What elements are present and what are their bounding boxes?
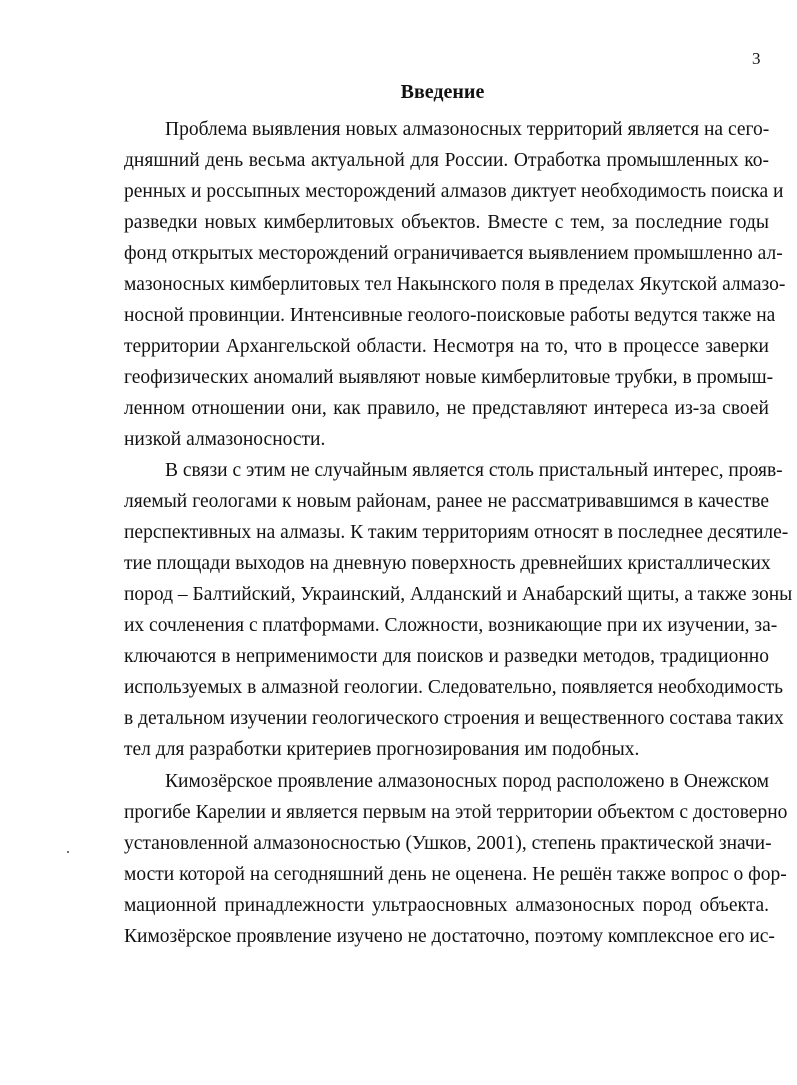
text-line: носной провинции. Интенсивные геолого-поисковые работы ведутся также на (124, 305, 776, 326)
text-line: ренных и россыпных месторождений алмазов диктует необходимость поиска и (124, 181, 784, 202)
text-line: фонд открытых месторождений ограничивается выявлением промышленно ал- (124, 243, 783, 264)
text-line: низкой алмазоносности. (124, 429, 326, 450)
text-line: мазоносных кимберлитовых тел Накынского поля в пределах Якутской алмазо- (124, 274, 786, 295)
text-line: разведки новых кимберлитовых объектов. Вместе с тем, за последние годы (124, 212, 769, 233)
text-line: дняшний день весьма актуальной для России. Отработка промышленных ко- (124, 150, 769, 171)
text-line: мости которой на сегодняшний день не оценена. Не решён также вопрос о фор- (124, 864, 787, 885)
text-line: тел для разработки критериев прогнозирования им подобных. (124, 739, 640, 760)
text-line: используемых в алмазной геологии. Следовательно, появляется необходимость (124, 677, 784, 698)
text-line: пород – Балтийский, Украинский, Алданский и Анабарский щиты, а также зоны (124, 584, 793, 605)
text-line: мационной принадлежности ультраосновных алмазоносных пород объекта. (124, 895, 769, 916)
text-line: геофизических аномалий выявляют новые кимберлитовые трубки, в промыш- (124, 367, 774, 388)
text-line: Проблема выявления новых алмазоносных территорий является на сего- (165, 119, 770, 140)
text-line: ляемый геологами к новым районам, ранее не рассматривавшимся в качестве (124, 491, 769, 512)
text-line: перспективных на алмазы. К таким территориям относят в последнее десятиле- (124, 522, 789, 543)
text-line: прогибе Карелии и является первым на этой территории объектом с достоверно (124, 802, 788, 823)
scan-speck (67, 851, 69, 853)
page-number: 3 (752, 49, 761, 68)
text-line: установленной алмазоносностью (Ушков, 2001), степень практической значи- (124, 833, 772, 854)
section-title: Введение (400, 81, 485, 103)
text-line: ключаются в неприменимости для поисков и разведки методов, традиционно (124, 646, 769, 667)
text-line: тие площади выходов на дневную поверхность древнейших кристаллических (124, 553, 771, 574)
text-line: их сочленения с платформами. Сложности, возникающие при их изучении, за- (124, 615, 778, 636)
text-line: В связи с этим не случайным является столь пристальный интерес, прояв- (165, 460, 783, 481)
text-line: ленном отношении они, как правило, не представляют интереса из-за своей (124, 398, 769, 419)
text-line: Кимозёрское проявление изучено не достаточно, поэтому комплексное его ис- (124, 926, 775, 947)
text-line: в детальном изучении геологического строения и вещественного состава таких (124, 708, 784, 729)
text-line: Кимозёрское проявление алмазоносных пород расположено в Онежском (165, 771, 769, 792)
text-line: территории Архангельской области. Несмотря на то, что в процессе заверки (124, 336, 769, 357)
